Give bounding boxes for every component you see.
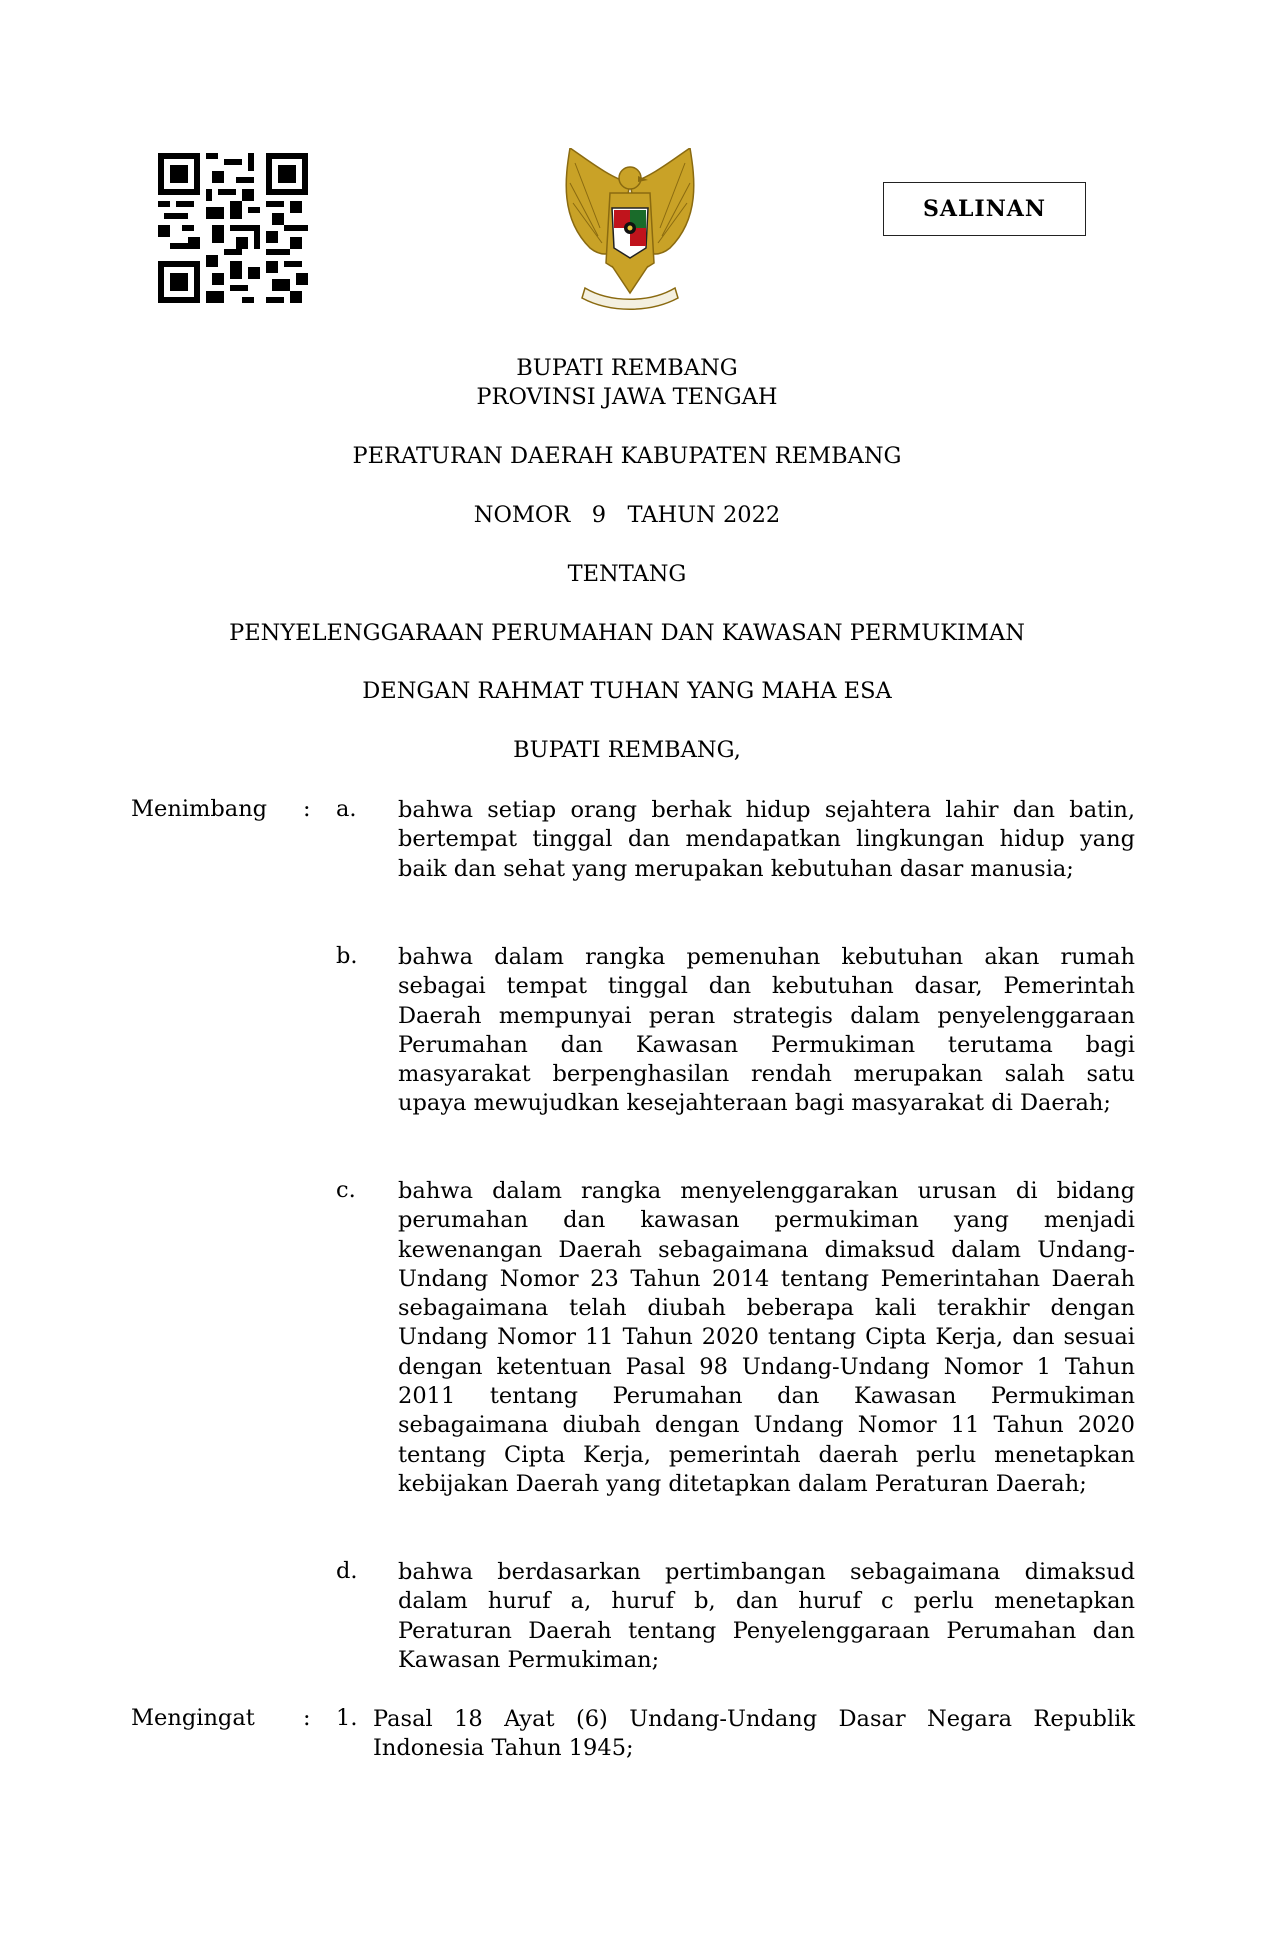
tentang-heading: TENTANG bbox=[567, 561, 687, 587]
consideration-a-mark: a. bbox=[336, 796, 357, 822]
menimbang-label: Menimbang bbox=[131, 796, 268, 822]
province-title: PROVINSI JAWA TENGAH bbox=[476, 384, 778, 410]
blessing-line: DENGAN RAHMAT TUHAN YANG MAHA ESA bbox=[362, 678, 892, 704]
regulation-number: NOMOR 9 TAHUN 2022 bbox=[473, 502, 781, 528]
legal-basis-1-mark: 1. bbox=[336, 1705, 358, 1731]
mengingat-label: Mengingat bbox=[131, 1705, 255, 1731]
consideration-d-mark: d. bbox=[336, 1558, 358, 1584]
consideration-a-text: bahwa setiap orang berhak hidup sejahtera lahir dan batin, bertempat tinggal dan mendapatkan lingkungan hidup yang baik dan sehat yang merupakan kebutuhan dasar manusia; bbox=[398, 797, 1135, 882]
qr-code-icon bbox=[158, 153, 308, 303]
garuda-emblem-icon bbox=[540, 148, 720, 313]
consideration-c-mark: c. bbox=[336, 1177, 356, 1203]
mengingat-colon: : bbox=[303, 1705, 311, 1731]
salinan-label: SALINAN bbox=[922, 196, 1046, 222]
regent-title: BUPATI REMBANG bbox=[516, 355, 738, 381]
salinan-stamp bbox=[883, 182, 1086, 236]
consideration-b-text: bahwa dalam rangka pemenuhan kebutuhan akan rumah sebagai tempat tinggal dan kebutuhan dasar, Pemerintah Daerah mempunyai peran strategis dalam penyelenggaraan Perumahan dan Kawasan Permukiman terutama bagi masyarakat berpenghasilan rendah merupakan salah satu upaya mewujudkan kesejahteraan bagi masyarakat di Daerah; bbox=[398, 944, 1135, 1117]
legal-basis-1-text: Pasal 18 Ayat (6) Undang-Undang Dasar Negara Republik Indonesia Tahun 1945; bbox=[373, 1706, 1135, 1762]
menimbang-colon: : bbox=[303, 796, 311, 822]
regent-signatory: BUPATI REMBANG, bbox=[513, 737, 741, 763]
regulation-subject: PENYELENGGARAAN PERUMAHAN DAN KAWASAN PERMUKIMAN bbox=[229, 620, 1025, 646]
consideration-d-text: bahwa berdasarkan pertimbangan sebagaimana dimaksud dalam huruf a, huruf b, dan huruf c perlu menetapkan Peraturan Daerah tentang Penyelenggaraan Perumahan dan Kawasan Permukiman; bbox=[398, 1559, 1135, 1673]
consideration-b-mark: b. bbox=[336, 943, 358, 969]
regulation-title: PERATURAN DAERAH KABUPATEN REMBANG bbox=[352, 443, 902, 469]
consideration-c-text: bahwa dalam rangka menyelenggarakan urusan di bidang perumahan dan kawasan permukiman yang menjadi kewenangan Daerah sebagaimana dimaksud dalam Undang-Undang Nomor 23 Tahun 2014 tentang Pemerintahan Daerah sebagaimana telah diubah beberapa kali terakhir dengan Undang Nomor 11 Tahun 2020 tentang Cipta Kerja, dan sesuai dengan ketentuan Pasal 98 Undang-Undang Nomor 1 Tahun 2011 tentang Perumahan dan Kawasan Permukiman sebagaimana diubah dengan Undang Nomor 11 Tahun 2020 tentang Cipta Kerja, pemerintah daerah perlu menetapkan kebijakan Daerah yang ditetapkan dalam Peraturan Daerah; bbox=[398, 1178, 1135, 1497]
